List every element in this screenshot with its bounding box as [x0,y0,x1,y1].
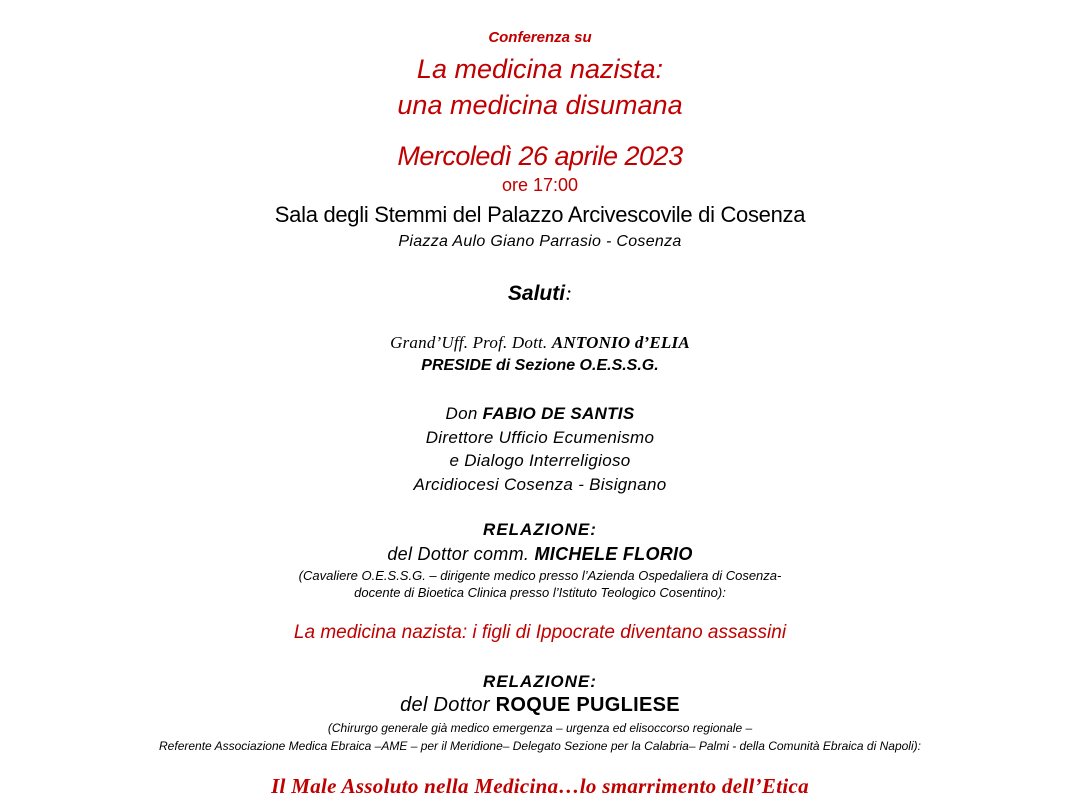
speaker2-name: FABIO DE SANTIS [482,404,635,423]
relazione1-heading: RELAZIONE: [483,520,597,539]
speaker2-line [0,405,1080,422]
event-time: ore 17:00 [501,175,579,195]
speaker1-prefix: Grand’Uff. Prof. Dott. [390,333,552,352]
event-date: Mercoledì 26 aprile 2023 [397,141,683,171]
relazione1-prefix: del Dottor comm. [387,544,535,564]
speaker2-role-3: Arcidiocesi Cosenza - Bisignano [413,475,667,494]
relazione2-prefix: del Dottor [400,694,496,716]
relazione1-topic: La medicina nazista: i figli di Ippocrate diventano assassini [293,622,787,643]
relazione2-note-2: Referente Associazione Medica Ebraica –AME – per il Meridione– Delegato Sezione per la Calabria– Palmi - della Comunità Ebraica di Napoli): [159,739,921,753]
saluti-heading [0,283,1080,304]
intro-text: Conferenza su [488,29,592,46]
relazione1-note-1: (Cavaliere O.E.S.S.G. – dirigente medico presso l’Azienda Ospedaliera di Cosenza- [298,568,782,583]
saluti-label: Saluti [507,282,566,305]
relazione2-name: ROQUE PUGLIESE [495,694,680,716]
relazione2-speaker [0,695,1080,715]
speaker1-line [0,334,1080,351]
speaker2-role-1: Direttore Ufficio Ecumenismo [425,428,655,447]
title-line-2: una medicina disumana [397,90,683,120]
speaker2-role-2: e Dialogo Interreligioso [449,451,631,470]
relazione1-note-2: docente di Bioetica Clinica presso l’Istituto Teologico Cosentino): [354,585,726,600]
speaker1-role: PRESIDE di Sezione O.E.S.S.G. [421,357,659,374]
relazione1-speaker [0,545,1080,563]
relazione2-topic: Il Male Assoluto nella Medicina…lo smarrimento dell’Etica [271,774,809,798]
event-venue: Sala degli Stemmi del Palazzo Arcivescovile di Cosenza [274,202,806,227]
relazione1-name: MICHELE FLORIO [534,544,693,564]
speaker2-prefix: Don [445,404,483,423]
relazione2-heading: RELAZIONE: [483,672,597,691]
speaker1-name: ANTONIO d’ELIA [551,333,690,352]
title-line-1: La medicina nazista: [416,54,664,84]
event-address: Piazza Aulo Giano Parrasio - Cosenza [398,233,682,250]
relazione2-note-1: (Chirurgo generale già medico emergenza – urgenza ed elisoccorso regionale – [327,721,753,735]
saluti-colon: : [565,281,573,305]
